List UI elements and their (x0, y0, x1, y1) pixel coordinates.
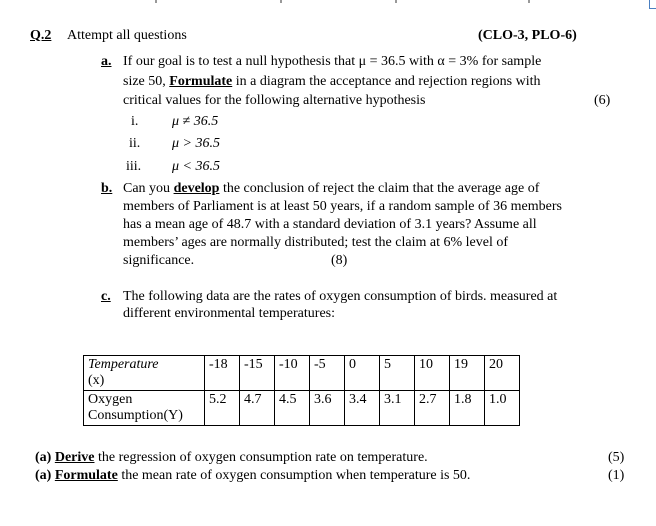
table-row-label (84, 356, 205, 391)
followup-derive (35, 449, 428, 467)
followup-text: the regression of oxygen consumption rate on temperature. (94, 450, 428, 465)
followup-prefix: (a) (35, 468, 55, 483)
followup-keyword: Formulate (54, 468, 118, 483)
table-cell: -5 (310, 356, 345, 391)
option-i-label: i. (131, 114, 139, 129)
table-cell: 2.7 (415, 391, 450, 426)
data-table (83, 355, 520, 426)
table-cell: 1.8 (450, 391, 485, 426)
part-a-line1: If our goal is to test a null hypothesis that μ = 36.5 with α = 3% for sample (123, 54, 542, 69)
table-cell: 19 (450, 356, 485, 391)
page-tick-mark (528, 0, 530, 3)
option-i-expr: μ ≠ 36.5 (172, 114, 219, 129)
part-b-line4: members’ ages are normally distributed; test the claim at 6% level of (123, 235, 508, 250)
temperature-label: Temperature (88, 357, 159, 372)
table-cell: -10 (275, 356, 310, 391)
part-a-label: a. (101, 54, 112, 69)
part-b-label: b. (101, 181, 113, 196)
question-instruction: Attempt all questions (67, 28, 187, 43)
part-b-line2: members of Parliament is at least 50 years, if a random sample of 36 members (123, 199, 562, 214)
followup-formulate-marks: (1) (608, 468, 625, 483)
part-c-label: c. (101, 289, 111, 304)
part-a-keyword: Formulate (169, 74, 233, 89)
part-b-line3: has a mean age of 48.7 with a standard deviation of 3.1 years? Assume all (123, 217, 537, 232)
table-cell: 0 (345, 356, 380, 391)
part-a-line2-rest: in a diagram the acceptance and rejection regions with (232, 74, 541, 89)
page-tick-mark (155, 0, 157, 3)
table-cell: 20 (485, 356, 520, 391)
temperature-symbol: (x) (88, 373, 105, 388)
table-cell: 10 (415, 356, 450, 391)
part-c-line2: different environmental temperatures: (123, 306, 335, 321)
part-a-line3: critical values for the following alternative hypothesis (123, 93, 426, 108)
table-cell: 3.1 (380, 391, 415, 426)
followup-formulate (35, 467, 470, 485)
question-number: Q.2 (30, 28, 52, 43)
clo-plo-tag: (CLO-3, PLO-6) (478, 28, 577, 43)
table-cell: 5 (380, 356, 415, 391)
option-ii-expr: μ > 36.5 (172, 136, 220, 151)
table-row-label (84, 391, 205, 426)
part-b-line1 (123, 180, 539, 198)
followup-keyword: Derive (54, 450, 95, 465)
table-cell: 3.4 (345, 391, 380, 426)
oxygen-label-cont: Consumption(Y) (88, 408, 183, 423)
followup-derive-marks: (5) (608, 450, 625, 465)
part-b-line5: significance. (123, 253, 195, 268)
part-b-keyword: develop (173, 181, 220, 196)
table-row-oxygen (84, 391, 520, 426)
table-cell: 4.5 (275, 391, 310, 426)
part-b-line1-rest: the conclusion of reject the claim that the average age of (219, 181, 540, 196)
page-tick-mark (280, 0, 282, 3)
part-a-line2-text: size 50, (123, 74, 170, 89)
table-cell: 5.2 (205, 391, 240, 426)
part-b-marks: (8) (331, 253, 348, 268)
part-b-line1-text: Can you (123, 181, 174, 196)
followup-prefix: (a) (35, 450, 55, 465)
table-cell: 3.6 (310, 391, 345, 426)
followup-text: the mean rate of oxygen consumption when temperature is 50. (117, 468, 471, 483)
table-cell: -18 (205, 356, 240, 391)
oxygen-label: Oxygen (88, 392, 133, 407)
page-tick-mark (395, 0, 397, 3)
part-c-line1: The following data are the rates of oxygen consumption of birds. measured at (123, 289, 558, 304)
part-a-line2 (123, 73, 541, 91)
table-row-temperature (84, 356, 520, 391)
table-cell: 4.7 (240, 391, 275, 426)
table-cell: -15 (240, 356, 275, 391)
option-ii-label: ii. (129, 136, 141, 151)
table-cell: 1.0 (485, 391, 520, 426)
option-iii-expr: μ < 36.5 (172, 159, 220, 174)
part-a-marks: (6) (594, 93, 611, 108)
option-iii-label: iii. (126, 159, 142, 174)
page-corner-marker (649, 0, 656, 9)
